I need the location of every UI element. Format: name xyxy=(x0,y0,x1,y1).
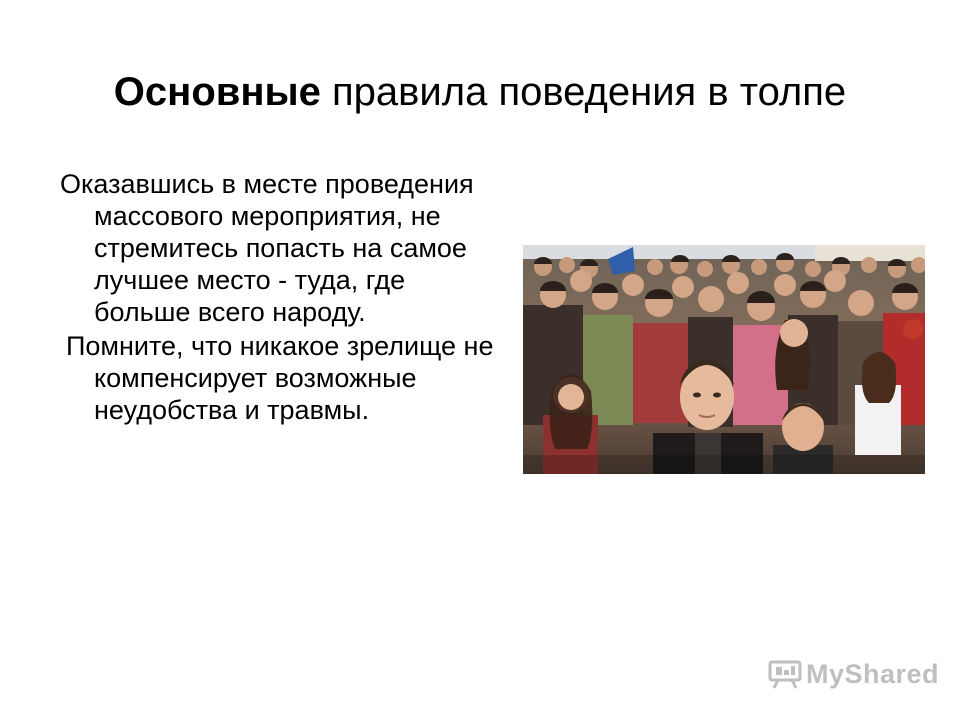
watermark-text: MyShared xyxy=(806,658,940,689)
slide-title-rest: правила поведения в толпе xyxy=(320,70,847,114)
slide-title-bold: Основные xyxy=(113,70,321,114)
paragraph-1: Оказавшись в месте проведения массового мероприятия, не стремитесь попасть на самое лучшее место - туда, где больше всего народу. xyxy=(60,169,474,327)
slide-body xyxy=(60,168,500,426)
mysharedwatermark xyxy=(768,656,939,692)
crowd-illustration xyxy=(523,245,925,474)
paragraph-2: Помните, что никакое зрелище не компенсирует возможные неудобства и травмы. xyxy=(66,331,494,425)
presentation-board-icon xyxy=(768,659,802,689)
crowd-photo xyxy=(523,245,925,474)
slide-title xyxy=(0,66,960,118)
